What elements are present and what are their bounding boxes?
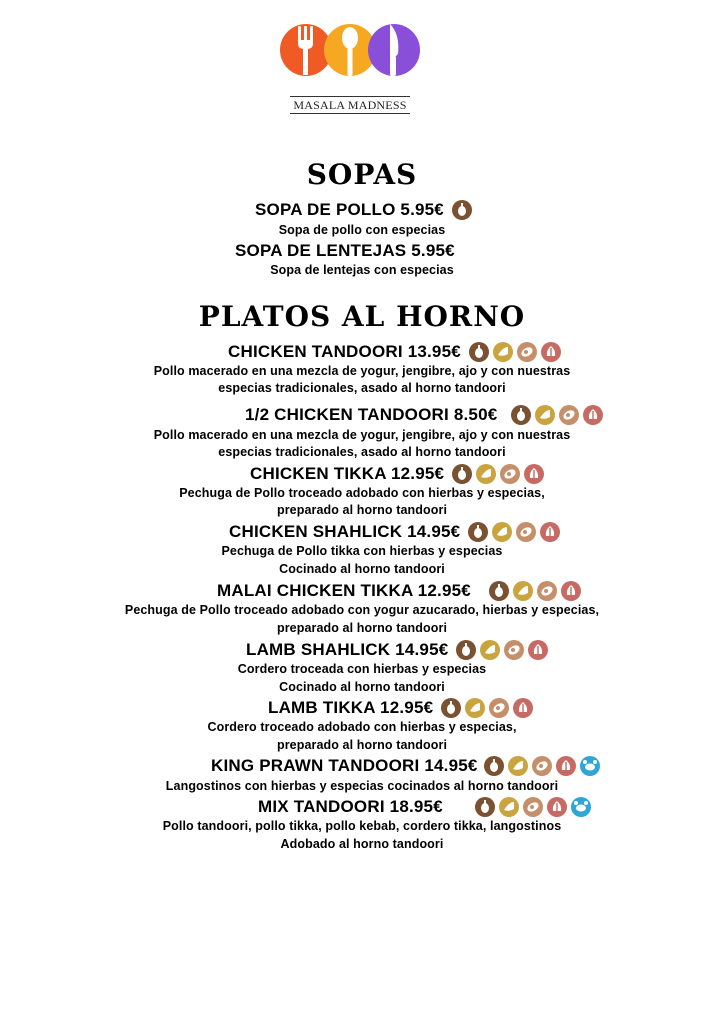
dish-description: Cocinado al horno tandoori: [279, 562, 445, 576]
dish-description: Sopa de lentejas con especias: [270, 263, 454, 277]
logo-mark: [276, 18, 424, 82]
celery-icon: [541, 342, 561, 362]
allergen-icons: [484, 756, 600, 776]
dish-name: LAMB SHAHLICK 14.95€: [246, 640, 449, 659]
nuts-icon: [469, 342, 489, 362]
dish-description: preparado al horno tandoori: [276, 738, 448, 752]
section-title-sopas: SOPAS: [306, 158, 418, 191]
dish-chicken-tikka: [250, 463, 544, 485]
nuts-icon: [456, 640, 476, 660]
celery-icon: [524, 464, 544, 484]
dairy-icon: [535, 405, 555, 425]
dish-description: Sopa de pollo con especias: [278, 223, 446, 237]
dish-chicken-tandoori: [228, 341, 561, 363]
nuts-icon: [475, 797, 495, 817]
dish-name: MIX TANDOORI 18.95€: [258, 797, 443, 816]
dish-name: LAMB TIKKA 12.95€: [268, 698, 434, 717]
dish-description: Pollo macerado en una mezcla de yogur, jengibre, ajo y con nuestras: [153, 428, 571, 442]
brand-logo: [276, 18, 424, 112]
dish-name: MALAI CHICKEN TIKKA 12.95€: [217, 581, 471, 600]
dish-description: Langostinos con hierbas y especias cocinados al horno tandoori: [165, 779, 559, 793]
dish-mix-tandoori: [258, 796, 591, 818]
crustacean-icon: [580, 756, 600, 776]
dairy-icon: [465, 698, 485, 718]
celery-icon: [513, 698, 533, 718]
dish-description: Cordero troceado adobado con hierbas y especias,: [207, 720, 517, 734]
egg-icon: [537, 581, 557, 601]
logo-rule-bottom: [290, 113, 410, 114]
allergen-icons: [452, 200, 472, 220]
allergen-icons: [456, 640, 548, 660]
dish-name: SOPA DE LENTEJAS 5.95€: [235, 241, 455, 260]
dish-description: Cocinado al horno tandoori: [279, 680, 445, 694]
dish-description: Pollo macerado en una mezcla de yogur, jengibre, ajo y con nuestras: [153, 364, 571, 378]
nuts-icon: [484, 756, 504, 776]
egg-icon: [516, 522, 536, 542]
celery-icon: [583, 405, 603, 425]
dairy-icon: [499, 797, 519, 817]
dairy-icon: [508, 756, 528, 776]
allergen-icons: [511, 405, 603, 425]
dairy-icon: [513, 581, 533, 601]
dish-description: Pechuga de Pollo troceado adobado con yogur azucarado, hierbas y especias,: [124, 603, 600, 617]
dish-description: preparado al horno tandoori: [276, 503, 448, 517]
dish-sopa-de-pollo: [255, 199, 472, 221]
egg-icon: [523, 797, 543, 817]
egg-icon: [559, 405, 579, 425]
logo-rule-top: [290, 96, 410, 97]
dish-description: Pollo tandoori, pollo tikka, pollo kebab, cordero tikka, langostinos: [162, 819, 562, 833]
egg-icon: [489, 698, 509, 718]
egg-icon: [500, 464, 520, 484]
dish-sopa-de-lentejas: [235, 240, 455, 262]
dish-description: Adobado al horno tandoori: [280, 837, 444, 851]
section-title-platos-al-horno: PLATOS AL HORNO: [198, 300, 526, 333]
egg-icon: [517, 342, 537, 362]
dish-king-prawn-tandoori: [211, 755, 600, 777]
dish-name: SOPA DE POLLO 5.95€: [255, 200, 444, 219]
celery-icon: [540, 522, 560, 542]
egg-icon: [504, 640, 524, 660]
allergen-icons: [475, 797, 591, 817]
dish-half-chicken-tandoori: [245, 404, 603, 426]
dairy-icon: [492, 522, 512, 542]
dish-name: CHICKEN TIKKA 12.95€: [250, 464, 445, 483]
dish-description: Cordero troceada con hierbas y especias: [237, 662, 487, 676]
allergen-icons: [489, 581, 581, 601]
nuts-icon: [452, 200, 472, 220]
celery-icon: [556, 756, 576, 776]
dish-name: CHICKEN TANDOORI 13.95€: [228, 342, 461, 361]
dish-name: KING PRAWN TANDOORI 14.95€: [211, 756, 478, 775]
crustacean-icon: [571, 797, 591, 817]
dish-description: especias tradicionales, asado al horno tandoori: [218, 381, 506, 395]
dairy-icon: [493, 342, 513, 362]
celery-icon: [547, 797, 567, 817]
dish-malai-chicken-tikka: [217, 580, 581, 602]
dish-description: preparado al horno tandoori: [276, 621, 448, 635]
dish-description: especias tradicionales, asado al horno tandoori: [218, 445, 506, 459]
brand-name: MASALA MADNESS: [293, 98, 407, 112]
dish-name: CHICKEN SHAHLICK 14.95€: [229, 522, 461, 541]
dish-lamb-shahlick: [246, 639, 548, 661]
nuts-icon: [452, 464, 472, 484]
allergen-icons: [441, 698, 533, 718]
nuts-icon: [441, 698, 461, 718]
celery-icon: [528, 640, 548, 660]
dish-description: Pechuga de Pollo troceado adobado con hierbas y especias,: [179, 486, 545, 500]
nuts-icon: [489, 581, 509, 601]
egg-icon: [532, 756, 552, 776]
allergen-icons: [452, 464, 544, 484]
dairy-icon: [476, 464, 496, 484]
allergen-icons: [468, 522, 560, 542]
dairy-icon: [480, 640, 500, 660]
dish-chicken-shahlick: [229, 521, 560, 543]
nuts-icon: [468, 522, 488, 542]
dish-lamb-tikka: [268, 697, 533, 719]
allergen-icons: [469, 342, 561, 362]
nuts-icon: [511, 405, 531, 425]
dish-description: Pechuga de Pollo tikka con hierbas y especias: [221, 544, 503, 558]
dish-name: 1/2 CHICKEN TANDOORI 8.50€: [245, 405, 498, 424]
celery-icon: [561, 581, 581, 601]
